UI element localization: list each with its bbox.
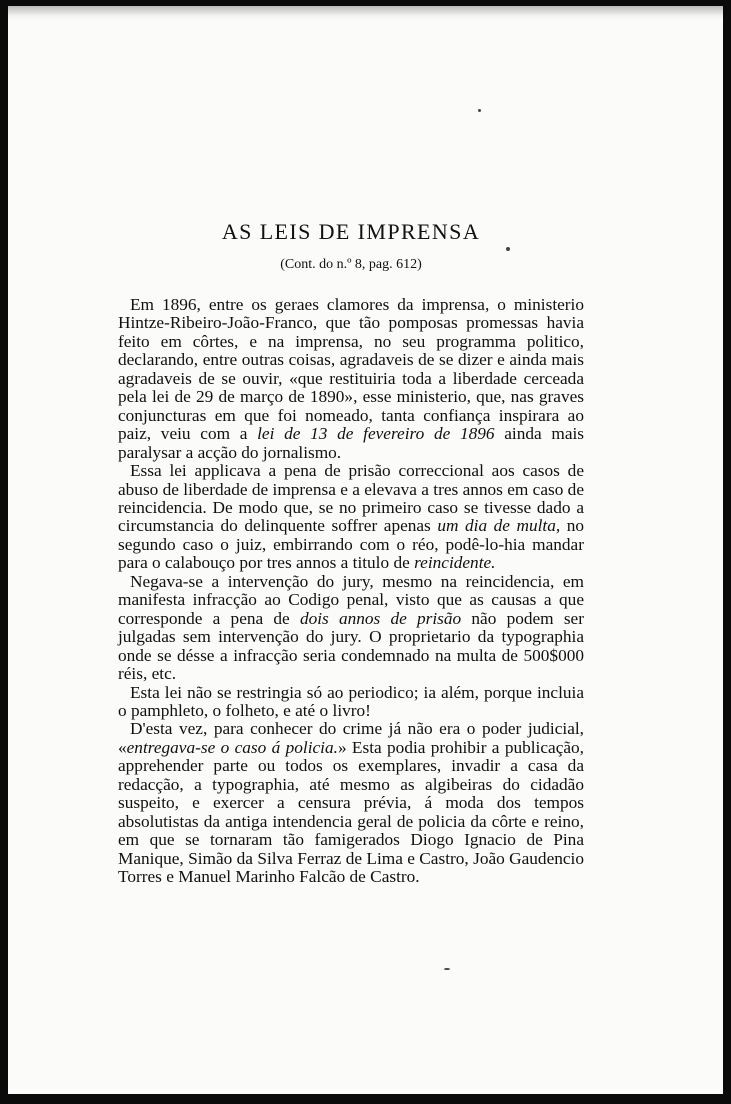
text-run: D'esta vez, para conhecer do crime já não era o poder judicial, « xyxy=(118,719,584,757)
text-run: Essa lei applicava a pena de prisão correccional aos casos de abuso de liberdade de imprensa e a elevava a tres annos em caso de reincidencia. De modo que, se no primeiro caso se tivesse dado a circumstancia do delinquente soffrer apenas xyxy=(118,461,584,536)
text-run: ainda mais paralysar a acção do jornalismo. xyxy=(118,424,585,462)
text-run: Em 1896, entre os geraes clamores da imprensa, o ministerio Hintze-Ribeiro-João-Franco, que tão pomposas promessas havia feito em côrtes, e na imprensa, no seu programma politico, declarando, entre outras coisas, agradaveis de se dizer e ainda mais agradaveis de se ouvir, «que restituiria toda a liberdade cerceada pela lei de 29 de março de 1890», esse ministerio, que, nas graves conjuncturas em que foi nomeado, tanta confiança inspirara ao paiz, veiu com a xyxy=(118,295,584,444)
italic-run: reincidente. xyxy=(414,553,496,573)
page-top-shadow xyxy=(8,6,723,20)
article-subtitle: (Cont. do n.º 8, pag. 612) xyxy=(280,257,422,272)
article-body xyxy=(118,296,584,887)
paragraph xyxy=(118,462,584,573)
ink-speck xyxy=(478,109,481,112)
article-title: AS LEIS DE IMPRENSA xyxy=(221,219,481,244)
paragraph xyxy=(118,684,584,721)
paragraph xyxy=(118,720,584,886)
text-run: no segundo caso o juiz, embirrando com o réo, podê-lo-hia mandar para o calabouço por tres annos a titulo de xyxy=(118,516,584,573)
italic-run: lei de 13 de fevereiro de 1896 xyxy=(257,424,495,444)
paragraph xyxy=(118,296,584,462)
text-run: Esta lei não se restringia só ao periodico; ia além, porque incluia o pamphleto, o folheto, e até o livro! xyxy=(118,682,584,720)
italic-run: entregava-se o caso á policia. xyxy=(126,737,338,757)
text-run: Negava-se a intervenção do jury, mesmo na reincidencia, em manifesta infracção ao Codigo penal, visto que as causas a que corresponde a pena de xyxy=(118,571,584,628)
text-run: » Esta podia prohibir a publicação, apprehender parte ou todos os exemplares, invadir a casa da redacção, a typographia, até mesmo as algibeiras do cidadão suspeito, e exercer a censura prévia, á moda dos tempos absolutistas da antiga intendencia geral de policia da côrte e reino, em que se tornaram tão famigerados Diogo Ignacio de Pina Manique, Simão da Silva Ferraz de Lima e Castro, João Gaudencio Torres e Manuel Marinho Falcão de Castro. xyxy=(118,737,584,887)
ink-speck xyxy=(444,968,450,970)
paragraph xyxy=(118,573,584,684)
italic-run: dois annos de prisão xyxy=(299,608,462,628)
article xyxy=(118,218,584,887)
text-run: não podem ser julgadas sem intervenção do jury. O proprietario da typographia onde se désse a infracção seria condemnado na multa de 500$000 réis, etc. xyxy=(118,608,584,684)
italic-run: um dia de multa, xyxy=(437,516,561,536)
